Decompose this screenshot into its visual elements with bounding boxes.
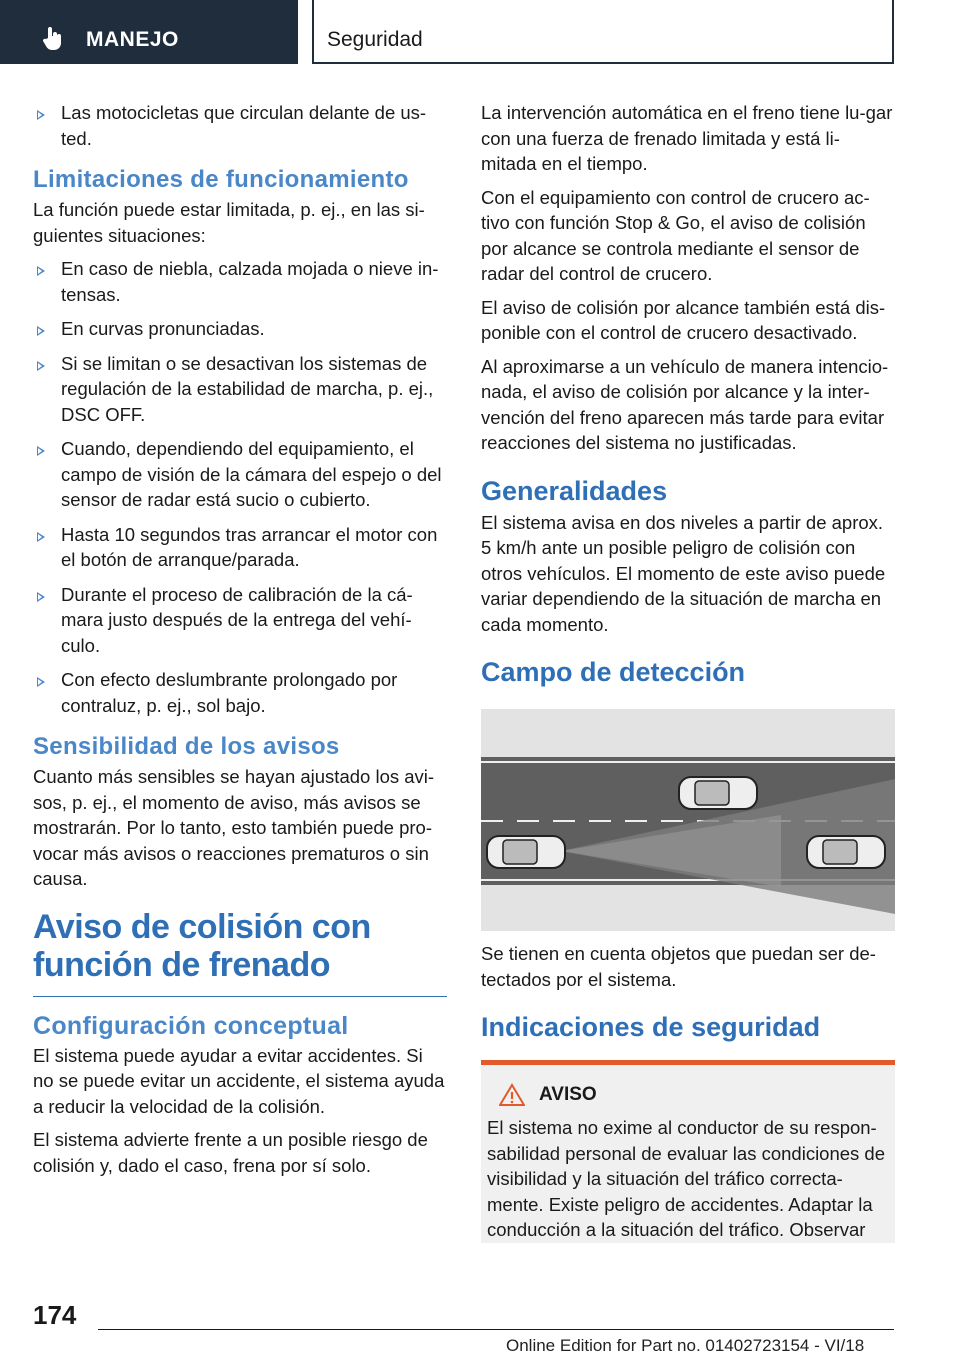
footer-edition: Online Edition for Part no. 01402723154 - VI/18 bbox=[506, 1336, 865, 1355]
warning-text: El sistema no exime al conductor de su respon-sabilidad personal de evaluar las condiciones de visibilidad y la situación del tráfico correcta-mente. Existe peligro de accidentes. Adaptar la conducción a la situación del tráfico. Observar bbox=[487, 1117, 886, 1240]
paragraph: Con el equipamiento con control de crucero ac-tivo con función Stop & Go, el aviso de colisión por alcance se controla mediante el sensor de radar del control de crucero. bbox=[481, 186, 870, 284]
chapter-tab bbox=[312, 0, 894, 64]
warning-title: AVISO bbox=[539, 1084, 597, 1105]
triangle-bullet-icon bbox=[37, 110, 45, 120]
heading-configuracion: Configuración conceptual bbox=[33, 1011, 349, 1040]
triangle-bullet-icon bbox=[37, 326, 45, 336]
list-item: Durante el proceso de calibración de la cá-mara justo después de la entrega del vehí-culo. bbox=[33, 582, 447, 659]
heading-limitaciones: Limitaciones de funcionamiento bbox=[33, 166, 409, 193]
triangle-bullet-icon bbox=[37, 361, 45, 371]
triangle-bullet-icon bbox=[37, 677, 45, 687]
car-front-right-icon bbox=[807, 836, 885, 868]
car-own-icon bbox=[487, 836, 565, 868]
hand-touch-icon bbox=[40, 25, 66, 51]
list-item: Si se limitan o se desactivan los sistemas de regulación de la estabilidad de marcha, p. ej., DSC OFF. bbox=[33, 351, 447, 428]
bullet-list-intro bbox=[33, 100, 447, 151]
right-column bbox=[481, 100, 895, 1243]
list-item: Con efecto deslumbrante prolongado por contraluz, p. ej., sol bajo. bbox=[33, 667, 447, 718]
page-header bbox=[0, 0, 960, 66]
heading-indicaciones: Indicaciones de seguridad bbox=[481, 1012, 821, 1042]
heading-sensibilidad: Sensibilidad de los avisos bbox=[33, 733, 340, 760]
bullet-list-limitaciones bbox=[33, 256, 447, 718]
heading-campo-deteccion: Campo de detección bbox=[481, 657, 746, 687]
road-detection-diagram bbox=[481, 709, 895, 931]
warning-triangle-icon bbox=[499, 1083, 525, 1107]
heading-generalidades: Generalidades bbox=[481, 475, 668, 506]
list-item: Las motocicletas que circulan delante de us-ted. bbox=[33, 100, 447, 151]
page-number: 174 bbox=[33, 1300, 77, 1330]
car-front-top-icon bbox=[679, 777, 757, 809]
left-column bbox=[33, 100, 447, 1186]
paragraph: Cuanto más sensibles se hayan ajustado los avi-sos, p. ej., el momento de aviso, más avisos se mostrarán. Por lo tanto, esto también puede pro-vocar más avisos o reacciones prematuros o sin causa. bbox=[33, 766, 435, 889]
section-tab-manejo bbox=[0, 0, 298, 64]
triangle-bullet-icon bbox=[37, 446, 45, 456]
triangle-bullet-icon bbox=[37, 532, 45, 542]
paragraph: El sistema avisa en dos niveles a partir de aprox. 5 km/h ante un posible peligro de colisión con otros vehículos. El momento de este aviso puede variar dependiendo de la situación de marcha en cada momento. bbox=[481, 511, 886, 635]
footer-divider bbox=[98, 1329, 894, 1330]
list-item: En caso de niebla, calzada mojada o nieve in-tensas. bbox=[33, 256, 447, 307]
paragraph: La intervención automática en el freno tiene lu-gar con una fuerza de frenado limitada y está li-mitada en el tiempo. bbox=[481, 102, 893, 174]
triangle-bullet-icon bbox=[37, 592, 45, 602]
detection-field-illustration bbox=[481, 709, 895, 931]
paragraph: El sistema puede ayudar a evitar accidentes. Si no se puede evitar un accidente, el sistema ayuda a reducir la velocidad de la colisión. bbox=[33, 1044, 445, 1117]
list-item: Cuando, dependiendo del equipamiento, el campo de visión de la cámara del espejo o del sensor de radar está sucio o cubierto. bbox=[33, 436, 447, 513]
list-item: En curvas pronunciadas. bbox=[33, 316, 447, 342]
list-item: Hasta 10 segundos tras arrancar el motor con el botón de arranque/parada. bbox=[33, 522, 447, 573]
paragraph: El aviso de colisión por alcance también está dis-ponible con el control de crucero desactivado. bbox=[481, 296, 886, 343]
section-label: MANEJO bbox=[86, 28, 179, 51]
paragraph: La función puede estar limitada, p. ej., en las si-guientes situaciones: bbox=[33, 199, 425, 246]
figure-caption: Se tienen en cuenta objetos que puedan ser de-tectados por el sistema. bbox=[481, 943, 876, 990]
chapter-label: Seguridad bbox=[327, 28, 423, 51]
main-title: Aviso de colisión con función de frenado bbox=[33, 908, 447, 997]
triangle-bullet-icon bbox=[37, 266, 45, 276]
paragraph: Al aproximarse a un vehículo de manera intencio-nada, el aviso de colisión por alcance y la inter-vención del freno aparecen más tarde para evitar reacciones del sistema no justificadas. bbox=[481, 355, 889, 453]
paragraph: El sistema advierte frente a un posible riesgo de colisión y, dado el caso, frena por sí solo. bbox=[33, 1129, 428, 1176]
warning-box bbox=[481, 1060, 895, 1243]
